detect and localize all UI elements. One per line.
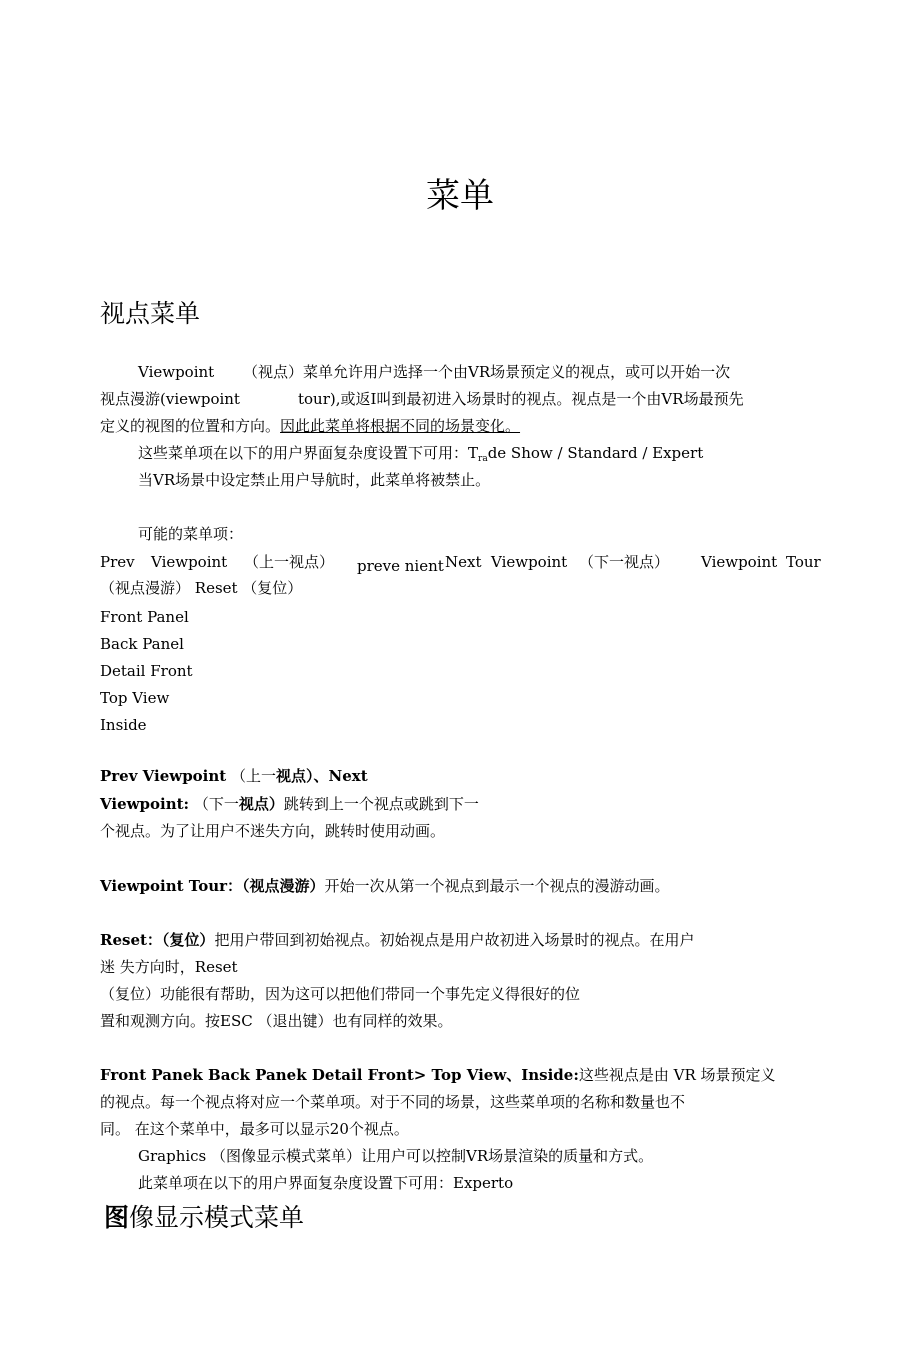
items-row1-word-6: Viewpoint: [491, 553, 568, 571]
items-intro: 可能的菜单项：: [138, 525, 244, 543]
items-row2: （视点漫游） Reset （复位）: [100, 579, 303, 597]
heading-rest: 像显示模式菜单: [129, 1203, 305, 1232]
para1-line3-underlined: 因此此菜单将根据不同的场景变化。: [280, 417, 521, 435]
reset-line1: [100, 931, 694, 949]
next-paren-open: （下一: [189, 795, 239, 813]
tour-term: Viewpoint Tour：（视点漫游）: [100, 877, 325, 895]
views-line3: 同。 在这个菜单中，最多可以显示20个视点。: [100, 1120, 409, 1138]
complexity-subscript: ra: [478, 454, 488, 464]
list-item: Inside: [100, 716, 147, 734]
para1-line1-a: Viewpoint: [138, 363, 215, 381]
complexity-prefix: 这些菜单项在以下的用户界面复杂度设置下可用：T: [138, 444, 479, 462]
items-row1-word-1: Prev: [100, 553, 135, 571]
heading-first-char: 图: [104, 1203, 130, 1232]
prev-next-line1: [100, 767, 368, 785]
list-item: Top View: [100, 689, 170, 707]
complexity-line: [138, 444, 703, 468]
views-desc-1: 这些视点是由 VR 场景预定义: [578, 1066, 776, 1084]
prev-next-line2: [100, 795, 479, 813]
reset-term: Reset：（复位）: [100, 931, 215, 949]
views-line2: 的视点。每一个视点将对应一个菜单项。对于不同的场景，这些菜单项的名称和数量也不: [100, 1093, 686, 1111]
items-row1-word-8: Viewpoint: [701, 553, 778, 571]
complexity-suffix: de Show / Standard / Expert: [487, 444, 704, 462]
graphics-line1: Graphics （图像显示模式菜单）让用户可以控制VR场景渲染的质量和方式。: [138, 1147, 654, 1165]
graphics-line2: 此菜单项在以下的用户界面复杂度设置下可用：Experto: [138, 1174, 514, 1192]
page-title: 菜单: [426, 176, 494, 216]
para1-line2-a: 视点漫游(viewpoint: [100, 390, 240, 408]
list-item: Front Panel: [100, 608, 189, 626]
para1-line1-b: （视点）菜单允许用户选择一个由VR场景预定义的视点，或可以开始一次: [243, 363, 731, 381]
para1-line2-b: tour),或返I叫到最初进入场景时的视点。视点是一个由VR场最预先: [298, 390, 744, 408]
para1-line3-a: 定义的视图的位置和方向。: [100, 417, 281, 435]
next-viewpoint-term: Viewpoint:: [100, 795, 190, 813]
items-row1-word-2: Viewpoint: [151, 553, 228, 571]
items-row1-word-7: （下一视点）: [579, 553, 670, 571]
section-heading-viewpoint-menu: 视点菜单: [100, 299, 201, 328]
prev-viewpoint-term: Prev Viewpoint: [100, 767, 227, 785]
section-heading-graphics-menu: [104, 1198, 304, 1234]
views-term: Front Panek Back Panek Detail Front> Top View、Inside:: [100, 1066, 579, 1084]
items-row1-word-4: preve nient: [357, 557, 444, 575]
next-paren-bold: 视点）: [238, 795, 284, 813]
items-row1-word-3: （上一视点）: [244, 553, 335, 571]
para1-line3: [100, 417, 520, 435]
items-row1-word-5: Next: [445, 553, 482, 571]
tour-line: [100, 877, 670, 895]
prev-paren-open: （上一: [226, 767, 276, 785]
reset-line4: 置和观测方向。按ESC （退出键）也有同样的效果。: [100, 1012, 453, 1030]
reset-desc-1: 把用户带回到初始视点。初始视点是用户故初进入场景时的视点。在用户: [214, 931, 695, 949]
reset-line3: （复位）功能很有帮助，因为这可以把他们带同一个事先定义得很好的位: [100, 985, 581, 1003]
disabled-note: 当VR场景中设定禁止用户导航时，此菜单将被禁止。: [138, 471, 491, 489]
next-desc: 跳转到上一个视点或跳到下一: [283, 795, 479, 813]
reset-line2: 迷 失方向时，Reset: [100, 958, 238, 976]
items-row1-word-9: Tour: [786, 553, 821, 571]
views-line1: [100, 1066, 776, 1084]
list-item: Back Panel: [100, 635, 184, 653]
list-item: Detail Front: [100, 662, 193, 680]
tour-desc: 开始一次从第一个视点到最示一个视点的漫游动画。: [324, 877, 670, 895]
prev-paren-bold: 视点）、Next: [276, 767, 368, 785]
prev-next-line3: 个视点。为了让用户不迷失方向，跳转时使用动画。: [100, 822, 446, 840]
